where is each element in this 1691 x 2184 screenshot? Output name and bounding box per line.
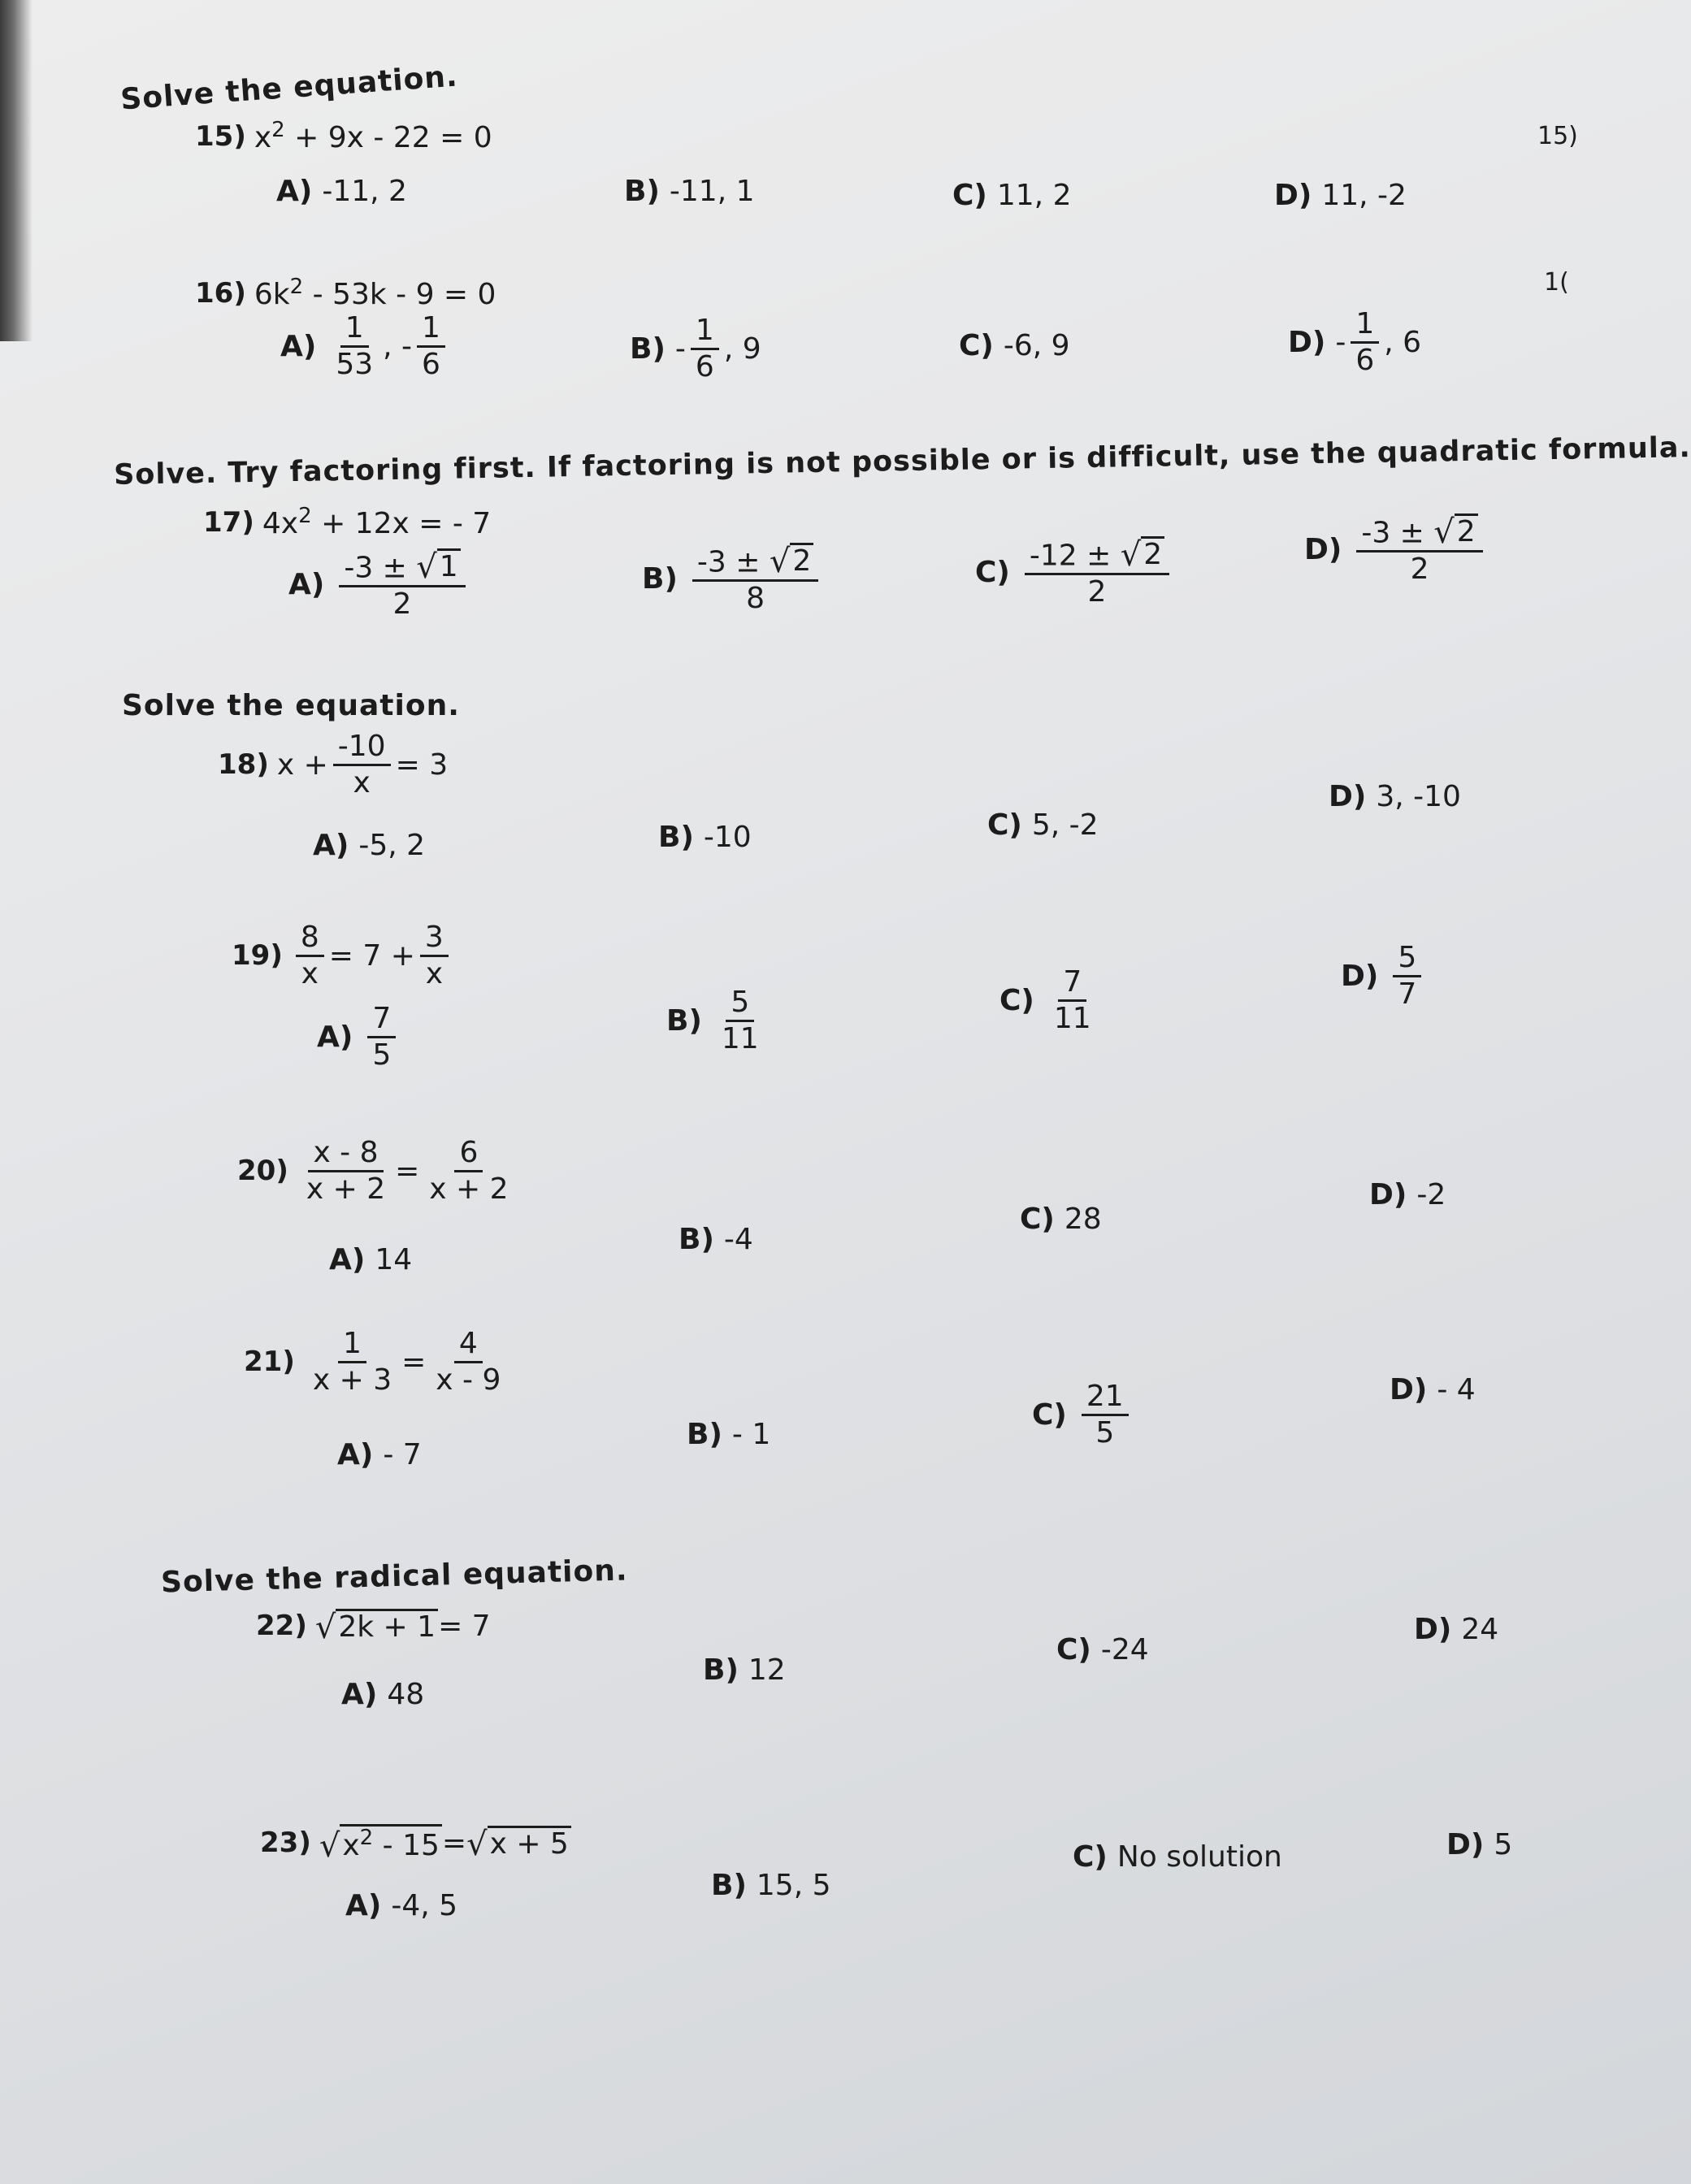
option-b: B) -11, 1 <box>624 175 755 208</box>
option-d: D) $\frac{5}{7}$ <box>1341 942 1426 1010</box>
equation: $6k^2 - 53k - 9 = 0$ <box>254 275 496 311</box>
option-c: C) -24 <box>1056 1633 1149 1666</box>
question-number: 19) <box>232 939 283 973</box>
option-a: A) 14 <box>329 1243 413 1276</box>
option-d: D) - $\frac{1}{6}$ , 6 <box>1288 307 1422 377</box>
margin-number: 1( <box>1544 268 1569 297</box>
equation: $4x^2 + 12x$ = - 7 <box>262 504 492 540</box>
option-b: B) - $\frac{1}{6}$ , 9 <box>630 314 761 384</box>
section-heading: Solve. Try factoring first. If factoring is not possible or is difficult, use the quadratic formula. <box>113 431 1691 492</box>
section-heading: Solve the equation. <box>119 59 459 117</box>
question-number: 21) <box>244 1346 295 1379</box>
equation: $x^2 + 9x - 22 = 0$ <box>254 118 492 154</box>
option-a: A) -3 ± √ 1 2 <box>288 548 470 620</box>
option-b: B) - 1 <box>687 1418 771 1451</box>
option-c: C) -6, 9 <box>959 329 1070 362</box>
option-c: C) No solution <box>1073 1840 1282 1874</box>
option-a: A) $\frac{1}{53}$ , - $\frac{1}{6}$ <box>280 313 450 380</box>
page-edge-shadow <box>0 0 33 341</box>
question-18: 18) x + $\frac{-10}{x}$ = 3 <box>218 730 449 800</box>
question-number: 17) <box>203 505 254 539</box>
option-a: A) $\frac{7}{5}$ <box>317 1003 401 1071</box>
option-b: B) 12 <box>703 1653 786 1687</box>
option-d: D) 24 <box>1414 1613 1499 1646</box>
option-d: D) 5 <box>1446 1828 1513 1861</box>
question-number: 23) <box>260 1826 311 1860</box>
question-number: 15) <box>195 119 246 153</box>
question-number: 16) <box>195 276 246 310</box>
margin-number: 15) <box>1537 122 1578 150</box>
option-b: B) $\frac{5}{11}$ <box>666 986 759 1055</box>
option-c: C) -12 ± √ 2 2 <box>975 536 1174 608</box>
section-heading: Solve the equation. <box>122 689 460 722</box>
question-22: 22) √ 2k + 1 = 7 <box>256 1608 491 1646</box>
option-b: B) -10 <box>658 821 752 854</box>
question-20: 20) $\frac{x - 8}{x + 2}$ = $\frac{6}{x + 2}$ <box>237 1136 509 1206</box>
option-d: D) - 4 <box>1390 1373 1476 1406</box>
question-21: 21) $\frac{1}{x + 3}$ = $\frac{4}{x - 9}$ <box>244 1327 501 1397</box>
option-d: D) 11, -2 <box>1274 179 1407 212</box>
option-c: C) 28 <box>1020 1202 1102 1236</box>
option-a: A) - 7 <box>337 1438 422 1471</box>
section-heading: Solve the radical equation. <box>160 1554 629 1600</box>
question-15 <box>195 118 492 154</box>
question-23: 23) √ $x^2 - 15$ = √ x + 5 <box>260 1824 571 1862</box>
question-19: 19) $\frac{8}{x}$ = 7 + $\frac{3}{x}$ <box>232 922 453 990</box>
question-number: 22) <box>256 1610 307 1643</box>
question-16 <box>195 275 496 311</box>
option-b: B) -3 ± √ 2 8 <box>642 543 823 614</box>
option-b: B) 15, 5 <box>711 1869 831 1902</box>
question-number: 18) <box>218 748 269 782</box>
option-b: B) -4 <box>679 1223 753 1256</box>
option-a: A) -11, 2 <box>276 175 407 208</box>
option-c: C) 11, 2 <box>952 179 1072 212</box>
option-a: A) 48 <box>341 1678 425 1711</box>
option-d: D) -2 <box>1369 1178 1446 1211</box>
option-a: A) -5, 2 <box>313 829 426 862</box>
option-d: D) -3 ± √ 2 2 <box>1304 514 1488 585</box>
option-d: D) 3, -10 <box>1329 780 1461 813</box>
option-c: C) 5, -2 <box>987 808 1099 842</box>
option-c: C) $\frac{21}{5}$ <box>1032 1381 1134 1449</box>
option-a: A) -4, 5 <box>345 1889 458 1922</box>
question-number: 20) <box>237 1155 288 1188</box>
question-17 <box>203 504 491 540</box>
option-c: C) $\frac{7}{11}$ <box>999 965 1091 1035</box>
